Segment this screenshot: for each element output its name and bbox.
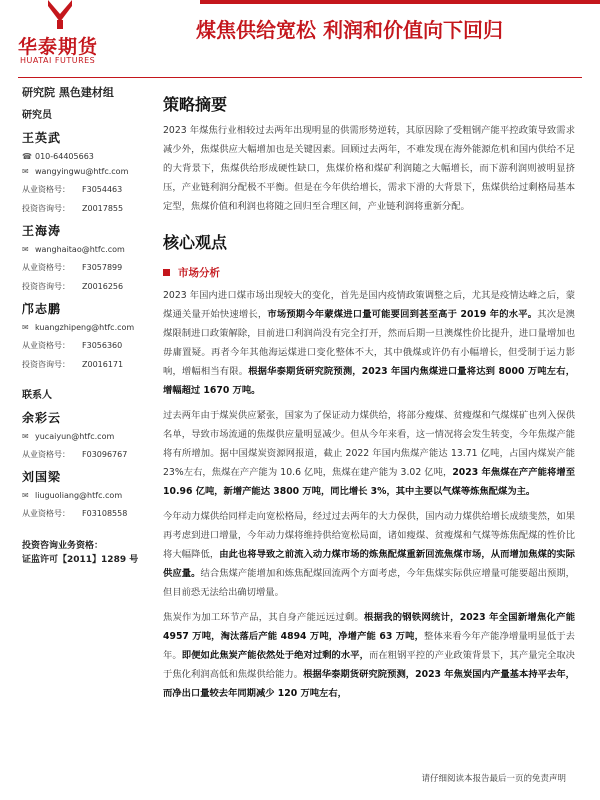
email-icon: ✉ xyxy=(22,432,29,441)
license-number: 证监许可【2011】1289 号 xyxy=(22,555,139,565)
email-line[interactable] xyxy=(22,323,144,332)
email-icon: ✉ xyxy=(22,323,29,332)
email-line[interactable] xyxy=(22,245,144,254)
logo-mark-icon xyxy=(40,0,80,30)
top-accent-bar xyxy=(200,0,600,4)
qualification-line: 从业资格号： F3056360 xyxy=(22,341,123,350)
department-label: 研究院 黑色建材组 xyxy=(22,86,114,99)
logo-text-en: HUATAI FUTURES xyxy=(20,56,96,65)
report-header xyxy=(0,0,600,78)
qualification-line: 从业资格号： F3054463 xyxy=(22,185,123,194)
qualification-line: 从业资格号： F3057899 xyxy=(22,263,123,272)
consult-line: 投资咨询号： Z0016256 xyxy=(22,282,124,291)
summary-heading: 策略摘要 xyxy=(163,95,228,114)
consult-line: 投资咨询号： Z0016171 xyxy=(22,360,124,369)
qualification-line: 从业资格号： F03108558 xyxy=(22,509,128,518)
bullet-square-icon xyxy=(163,269,170,276)
email-link[interactable]: liuguoliang@htfc.com xyxy=(35,491,123,500)
license-info xyxy=(22,539,144,567)
email-icon: ✉ xyxy=(22,167,29,176)
email-icon: ✉ xyxy=(22,491,29,500)
phone-number: 010-64405663 xyxy=(35,152,94,161)
paragraph-import: 2023 年国内进口煤市场出现较大的变化，首先是国内疫情政策调整之后，尤其是疫情达峰之后，蒙煤通关量开始快速增长，市场预期今年蒙煤进口量可能要回到甚至高于 2019 年的水平。其次是澳煤限制进口政策解除，目前进口利润尚没有完全打开，然而后期一旦澳煤性价比提升，进口量增加也毋庸置疑。再者今年其他海运煤进口变化整体不大，其中俄煤或许仍有小幅增长，但受制于运力影响，增幅相当有限。根据华泰期货研究院预测，2023 年国内焦煤进口量将达到 8000 万吨左右，增幅超过 1670 万吨。 xyxy=(163,290,575,396)
core-views-heading: 核心观点 xyxy=(163,233,228,252)
disclaimer-footer: 请仔细阅读本报告最后一页的免责声明 xyxy=(421,774,566,784)
email-link[interactable]: wanghaitao@htfc.com xyxy=(35,245,125,254)
email-link[interactable]: wangyingwu@htfc.com xyxy=(35,167,129,176)
header-divider xyxy=(18,77,582,78)
researcher-name: 王英武 xyxy=(22,131,62,145)
email-line[interactable] xyxy=(22,167,144,176)
researcher-name: 王海涛 xyxy=(22,224,62,238)
email-link[interactable]: kuangzhipeng@htfc.com xyxy=(35,323,135,332)
paragraph-thermal-coal: 今年动力煤供给同样走向宽松格局，经过过去两年的大力保供，国内动力煤供给增长成绩斐然，如果再考虑到进口增量，今年动力煤将维持供给宽松局面，诸如瘦煤、贫瘦煤和气煤等炼焦配煤的性价比将大幅降低，由此也将导致之前流入动力煤市场的炼焦配煤重新回流焦煤市场，从而增加焦煤的实际供应量。结合焦煤产能增加和炼焦配煤回流两个方面考虑，今年焦煤实际供应增量可能要超出预期，但目前恐无法给出确切增量。 xyxy=(163,511,575,598)
qualification-line: 从业资格号： F03096767 xyxy=(22,450,128,459)
email-line[interactable] xyxy=(22,491,144,500)
contact-heading: 联系人 xyxy=(22,390,52,401)
contact-name: 刘国梁 xyxy=(22,470,62,484)
consult-line: 投资咨询号： Z0017855 xyxy=(22,204,124,213)
phone-line xyxy=(22,152,144,161)
company-logo xyxy=(18,0,138,70)
logo-text-cn: 华泰期货 xyxy=(18,36,99,58)
researcher-heading: 研究员 xyxy=(22,110,52,121)
sidebar-analysts xyxy=(22,82,144,567)
email-icon: ✉ xyxy=(22,245,29,254)
contact-name: 余彩云 xyxy=(22,411,62,425)
license-label: 投资咨询业务资格： xyxy=(22,541,104,551)
market-analysis-heading: 市场分析 xyxy=(163,265,575,280)
phone-icon: ☎ xyxy=(22,152,32,161)
report-title: 煤焦供给宽松 利润和价值向下回归 xyxy=(196,18,503,42)
summary-paragraph: 2023 年煤焦行业相较过去两年出现明显的供需形势逆转，其原因除了受粗钢产能平控政策导致需求减少外，焦煤供应大幅增加也是关键因素。回顾过去两年，不难发现在海外能源危机和国内供给不足的大背景下，焦煤供给形成硬性缺口，焦煤价格和煤矿利润随之大幅增长，而下游利润则被明显挤压，产业链利润分配极不平衡。但是在今年供给增长，需求下滑的大背景下，焦煤供给过剩格局基本定型，焦煤价值和利润也将随之回归至合理区间，产业链利润将重新分配。 xyxy=(163,125,575,212)
email-line[interactable] xyxy=(22,432,144,441)
paragraph-capacity: 过去两年由于煤炭供应紧张，国家为了保证动力煤供给，将部分瘦煤、贫瘦煤和气煤煤矿也列入保供名单，导致市场流通的焦煤供应量明显减少。但从今年来看，这一情况将会发生转变，今年焦煤产能将有所增加。据中国煤炭资源网报道，截止 2022 年国内焦煤产能达 13.71 亿吨，占国内煤炭产能 23%左右，焦煤在产产能为 10.6 亿吨，焦煤在建产能为 3.02 亿吨，2023 年焦煤在产产能将增至 10.96 亿吨，新增产能达 3800 万吨，同比增长 3%，其中主要以气煤等炼焦配煤为主。 xyxy=(163,410,575,497)
paragraph-coke: 焦炭作为加工环节产品，其自身产能远远过剩。根据我的钢铁网统计，2023 年全国新增焦化产能 4957 万吨，淘汰落后产能 4894 万吨，净增产能 63 万吨，整体来看今年产能净增量明显低于去年。即便如此焦炭产能依然处于绝对过剩的水平，而在粗钢平控的产业政策背景下，其产量完全取决于焦化利润高低和焦煤供给能力。根据华泰期货研究院预测，2023 年焦炭国内产量基本持平去年，而净出口量较去年同期减少 120 万吨左右， xyxy=(163,612,575,699)
email-link[interactable]: yucaiyun@htfc.com xyxy=(35,432,115,441)
main-content xyxy=(163,92,575,703)
researcher-name: 邝志鹏 xyxy=(22,302,62,316)
